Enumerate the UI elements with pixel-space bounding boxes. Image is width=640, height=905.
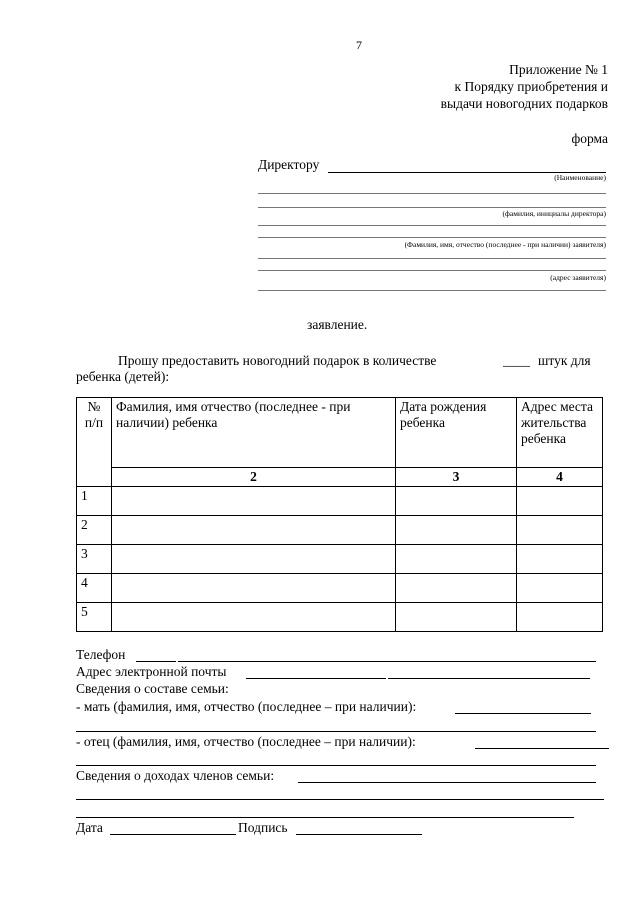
hint-name: (Наименование) [554,173,606,182]
children-table [76,397,603,632]
request-text-line2: ребенка (детей): [76,369,170,384]
document-title: заявление. [307,317,368,332]
hint-director: (фамилия, инициалы директора) [502,209,606,218]
cell-address[interactable] [517,574,603,603]
blank-line-7[interactable] [258,290,606,291]
cell-address[interactable] [517,487,603,516]
cell-address[interactable] [517,603,603,632]
income-label: Сведения о доходах членов семьи: [76,768,275,783]
blank-line-1[interactable] [258,193,606,194]
cell-child-name[interactable] [112,487,396,516]
cell-birth-date[interactable] [396,574,517,603]
table-row [77,545,603,574]
header-child-name: Фамилия, имя отчество (последнее - при наличии) ребенка [112,398,396,468]
blank-line-5[interactable] [258,258,606,259]
row-number: 5 [77,603,112,632]
cell-address[interactable] [517,545,603,574]
cell-address[interactable] [517,516,603,545]
form-label: форма [571,131,608,146]
cell-birth-date[interactable] [396,603,517,632]
table-row [77,574,603,603]
appendix-line-2: к Порядку приобретения и [454,79,608,94]
request-text-part2: штук для [538,353,591,368]
blank-line-4[interactable] [258,237,606,238]
cell-birth-date[interactable] [396,487,517,516]
cell-child-name[interactable] [112,516,396,545]
income-line-c[interactable] [76,817,574,818]
row-number: 4 [77,574,112,603]
director-label: Директору [258,157,320,172]
col-number-2: 2 [112,468,396,487]
hint-address: (адрес заявителя) [550,273,606,282]
email-line-b[interactable] [388,678,590,679]
email-line-a[interactable] [246,678,386,679]
date-line[interactable] [110,834,236,835]
cell-birth-date[interactable] [396,545,517,574]
table-row [77,487,603,516]
signature-label: Подпись [238,820,288,835]
mother-line-a[interactable] [455,713,591,714]
table-row [77,516,603,545]
request-text-part1: Прошу предоставить новогодний подарок в количестве [118,353,437,368]
quantity-blank[interactable]: ____ [503,353,530,368]
blank-line-6[interactable] [258,270,606,271]
row-number: 1 [77,487,112,516]
date-label: Дата [76,820,103,835]
row-number: 3 [77,545,112,574]
cell-child-name[interactable] [112,574,396,603]
col-number-3: 3 [396,468,517,487]
page-number: 7 [356,38,362,52]
mother-label: - мать (фамилия, имя, отчество (последнее – при наличии): [76,699,417,714]
income-line-a[interactable] [298,782,596,783]
table-row [77,603,603,632]
family-label: Сведения о составе семьи: [76,681,229,696]
header-address: Адрес места жительства ребенка [517,398,603,468]
appendix-line-1: Приложение № 1 [509,62,608,77]
father-line-a[interactable] [475,748,609,749]
cell-child-name[interactable] [112,603,396,632]
email-label: Адрес электронной почты [76,664,227,679]
cell-birth-date[interactable] [396,516,517,545]
appendix-line-3: выдачи новогодних подарков [440,96,608,111]
income-line-b[interactable] [76,799,604,800]
cell-child-name[interactable] [112,545,396,574]
mother-line-b[interactable] [76,731,596,732]
phone-line-b[interactable] [178,661,596,662]
blank-line-2[interactable] [258,207,606,208]
phone-line-a[interactable] [136,661,176,662]
header-birth-date: Дата рождения ребенка [396,398,517,468]
father-label: - отец (фамилия, имя, отчество (последнее – при наличии): [76,734,416,749]
header-number: № п/п [77,398,112,487]
signature-line[interactable] [296,834,422,835]
col-number-4: 4 [517,468,603,487]
phone-label: Телефон [76,647,126,662]
father-line-b[interactable] [76,765,596,766]
row-number: 2 [77,516,112,545]
hint-applicant: (Фамилия, имя, отчество (последнее - при наличии) заявителя) [404,240,606,249]
blank-line-3[interactable] [258,225,606,226]
